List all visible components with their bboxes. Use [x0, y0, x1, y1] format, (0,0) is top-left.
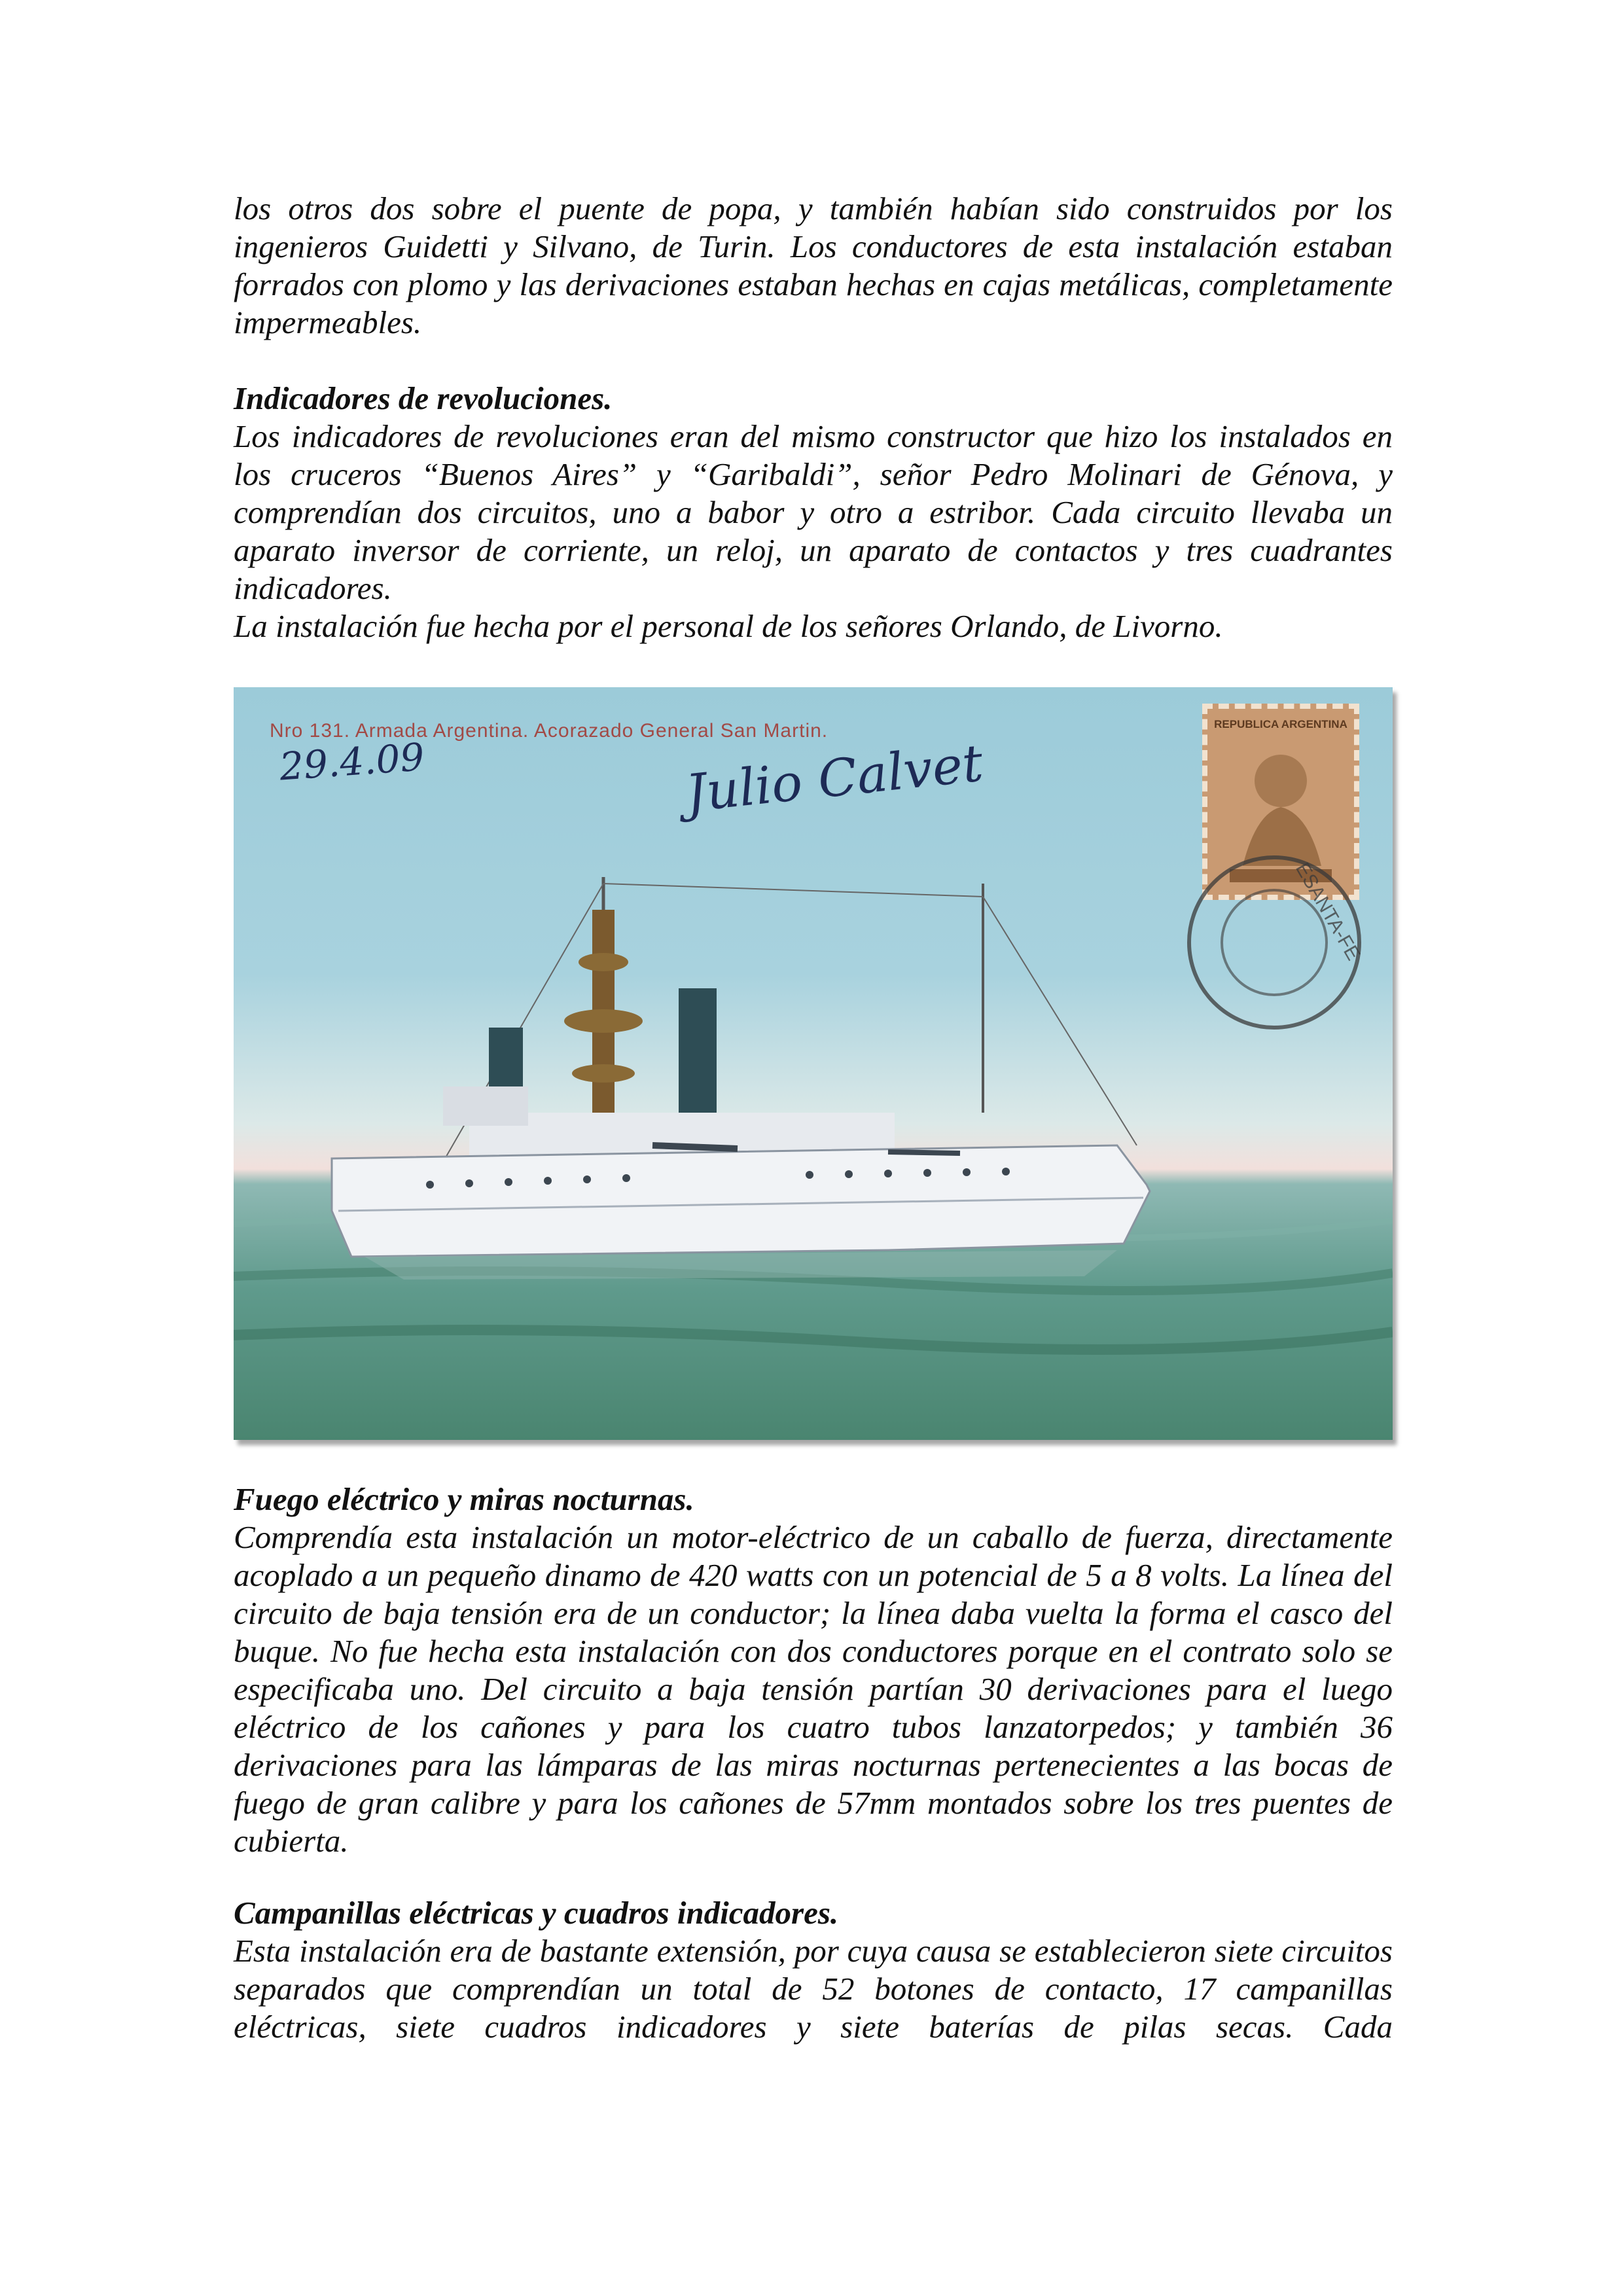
handwritten-date: 29.4.09	[277, 734, 426, 789]
section-body: Esta instalación era de bastante extensión, por cuya causa se establecieron siete circuitos separados que comprendían un total de 52 botones de contacto, 17 campanillas eléctricas, siete cuadros indicadores y siete baterías de pilas secas. Cada	[234, 1933, 1393, 2045]
postcard-image	[234, 687, 1393, 1440]
section-heading: Campanillas eléctricas y cuadros indicadores.	[234, 1895, 839, 1931]
section-body: Comprendía esta instalación un motor-eléctrico de un caballo de fuerza, directamente acoplado a un pequeño dinamo de 420 watts con un potencial de 5 a 8 volts. La línea del circuito de baja tensión era de un conductor; la línea daba vuelta la forma el casco del buque. No fue hecha esta instalación con dos conductores porque en el contrato solo se especificaba uno. Del circuito a baja tensión partían 30 derivaciones para el luego eléctrico de los cañones y para los cuatro tubos lanzatorpedos; y también 36 derivaciones para las lámparas de las miras nocturnas pertenecientes a las bocas de fuego de gran calibre y para los cañones de 57mm montados sobre los tres puentes de cubierta.	[234, 1519, 1393, 1859]
postmark-text: ESANTA-FE	[1291, 859, 1364, 964]
section-heading: Fuego eléctrico y miras nocturnas.	[234, 1481, 694, 1517]
section-body: Los indicadores de revoluciones eran del mismo constructor que hizo los instalados en los cruceros “Buenos Aires” y “Garibaldi”, señor Pedro Molinari de Génova, y comprendían dos circuitos, uno a babor y otro a estribor. Cada circuito llevaba un aparato inversor de corriente, un reloj, un aparato de contactos y tres cuadrantes indicadores.	[234, 418, 1393, 606]
section-campanillas	[234, 1894, 1393, 2046]
section-revoluciones	[234, 380, 1393, 645]
stamp-text: REPUBLICA ARGENTINA	[1214, 718, 1347, 730]
section-fuego	[234, 1480, 1393, 1860]
intro-paragraph: los otros dos sobre el puente de popa, y también habían sido construidos por los ingenieros Guidetti y Silvano, de Turin. Los conductores de esta instalación estaban forrados con plomo y las derivaciones estaban hechas en cajas metálicas, completamente impermeables.	[234, 190, 1393, 340]
section-note: La instalación fue hecha por el personal de los señores Orlando, de Livorno.	[234, 608, 1223, 644]
section-heading: Indicadores de revoluciones.	[234, 380, 613, 416]
postcard-caption: Nro 131. Armada Argentina. Acorazado General San Martin.	[270, 720, 829, 742]
handwritten-signature: Julio Calvet	[683, 734, 986, 824]
postmark	[1169, 838, 1379, 1047]
